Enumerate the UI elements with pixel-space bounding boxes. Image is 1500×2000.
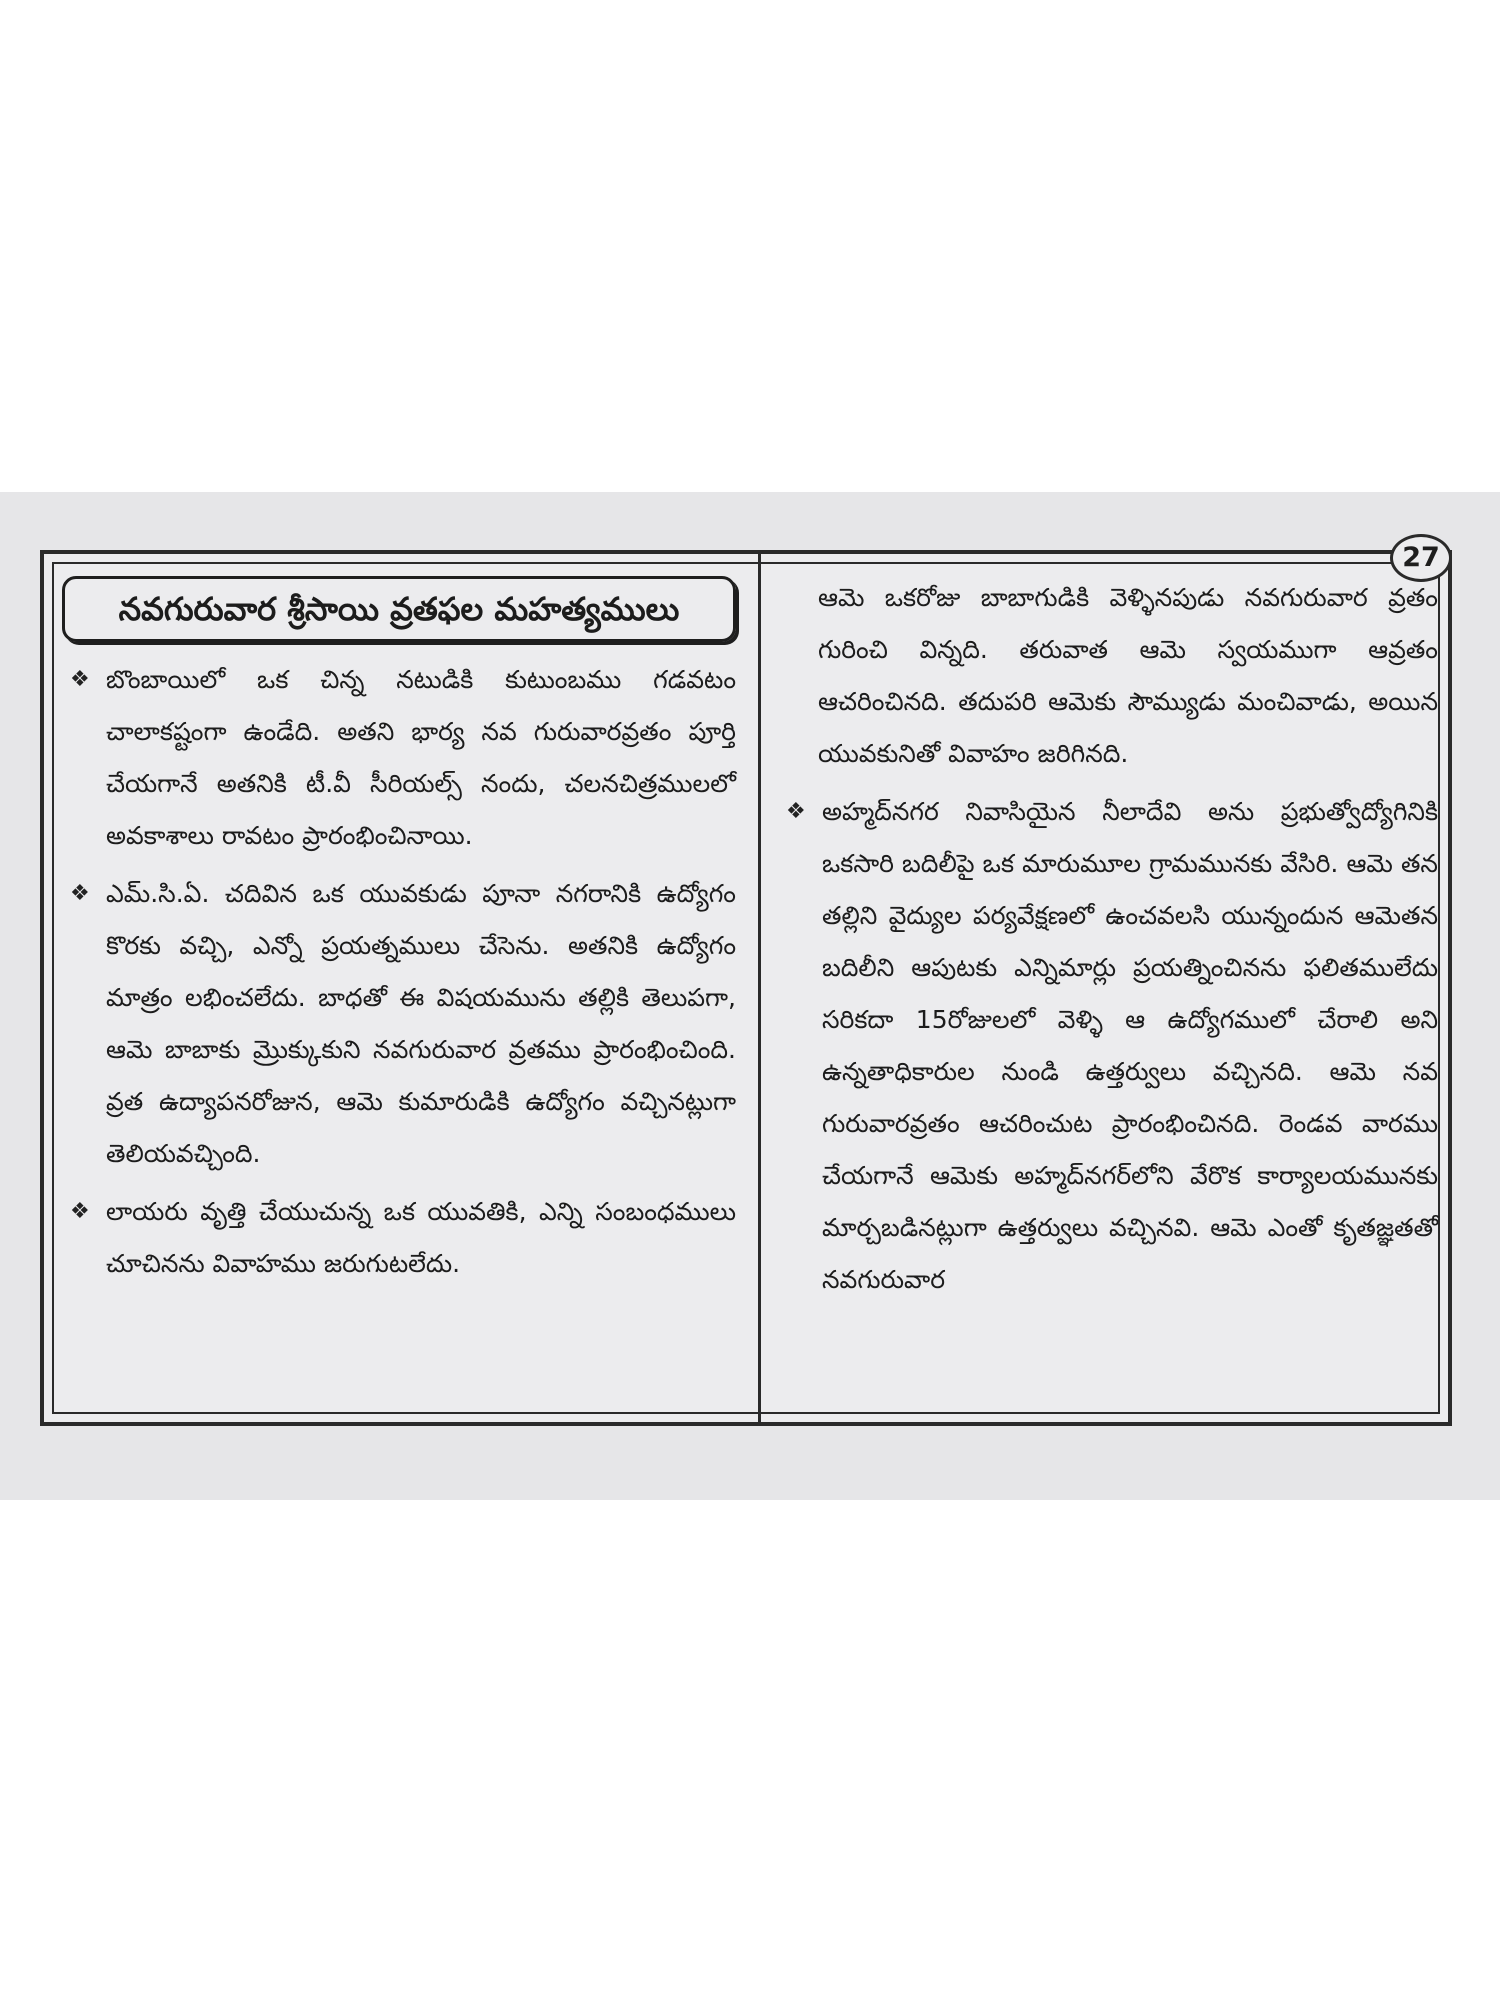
page-border (40, 542, 1452, 1426)
paragraph (62, 1186, 736, 1290)
bullet-icon: ❖ (70, 667, 90, 692)
bullet-icon: ❖ (70, 881, 90, 906)
scanned-page (0, 492, 1500, 1500)
column-divider (758, 554, 761, 1422)
paragraph (62, 868, 736, 1180)
bullet-icon: ❖ (786, 799, 806, 824)
paragraph-text: అహ్మద్‌నగర నివాసియైన నీలాదేవి అను ప్రభుత్వోద్యోగినికి ఒకసారి బదిలీపై ఒక మారుమూల గ్రామమునకు వేసిరి. ఆమె తన తల్లిని వైద్యుల పర్యవేక్షణలో ఉంచవలసి యున్నందున ఆమెతన బదిలీని ఆపుటకు ఎన్నిమార్లు ప్రయత్నించినను ఫలితములేదు సరికదా 15రోజులలో వెళ్ళి ఆ ఉద్యోగములో చేరాలి అని ఉన్నతాధికారుల నుండి ఉత్తర్వులు వచ్చినది. ఆమె నవ గురువారవ్రతం ఆచరించుట ప్రారంభించినది. రెండవ వారము చేయగానే ఆమెకు అహ్మద్‌నగర్‌లోని వేరొక కార్యాలయమునకు మార్చబడినట్లుగా ఉత్తర్వులు వచ్చినవి. ఆమె ఎంతో కృతజ్ఞతతో నవగురువార (822, 797, 1438, 1294)
page-title: నవగురువార శ్రీసాయి వ్రతఫల మహత్యములు (62, 576, 736, 642)
paragraph (62, 654, 736, 862)
paragraph-text: ఆమె ఒకరోజు బాబాగుడికి వెళ్ళినపుడు నవగురువార వ్రతం గురించి విన్నది. తరువాత ఆమె స్వయముగా ఆవ్రతం ఆచరించినది. తదుపరి ఆమెకు సౌమ్యుడు మంచివాడు, అయిన యువకునితో వివాహం జరిగినది. (818, 583, 1438, 768)
page-number: 27 (1390, 534, 1452, 582)
right-column (778, 572, 1438, 1312)
bullet-icon: ❖ (70, 1199, 90, 1224)
left-column (62, 572, 736, 1296)
paragraph-text: ఎమ్.సి.ఏ. చదివిన ఒక యువకుడు పూనా నగరానికి ఉద్యోగం కొరకు వచ్చి, ఎన్నో ప్రయత్నములు చేసెను. అతనికి ఉద్యోగం మాత్రం లభించలేదు. బాధతో ఈ విషయమును తల్లికి తెలుపగా, ఆమె బాబాకు మ్రొక్కుకుని నవగురువార వ్రతము ప్రారంభించింది. వ్రత ఉద్యాపనరోజున, ఆమె కుమారుడికి ఉద్యోగం వచ్చినట్లుగా తెలియవచ్చింది. (106, 879, 736, 1168)
paragraph-text: బొంబాయిలో ఒక చిన్న నటుడికి కుటుంబము గడవటం చాలాకష్టంగా ఉండేది. అతని భార్య నవ గురువారవ్రతం పూర్తి చేయగానే అతనికి టీ.వీ సీరియల్స్ నందు, చలనచిత్రములలో అవకాశాలు రావటం ప్రారంభించినాయి. (106, 665, 736, 850)
paragraph-text: లాయరు వృత్తి చేయుచున్న ఒక యువతికి, ఎన్ని సంబంధములు చూచినను వివాహము జరుగుటలేదు. (106, 1197, 736, 1278)
paragraph-continued (778, 572, 1438, 780)
paragraph (778, 786, 1438, 1306)
